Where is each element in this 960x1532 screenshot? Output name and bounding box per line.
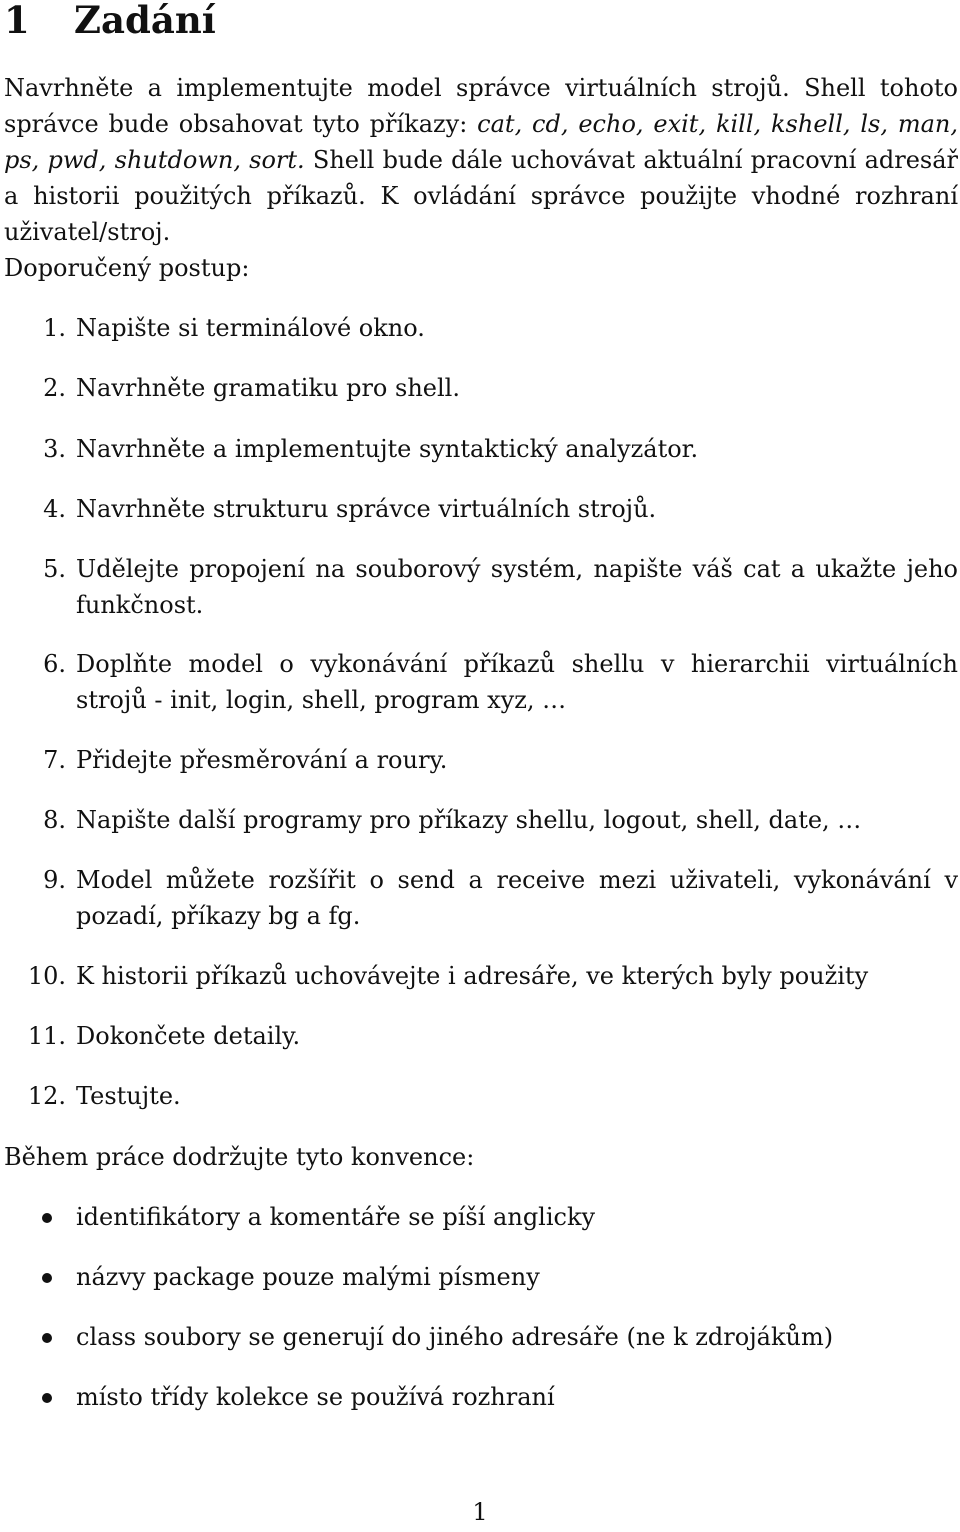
step-number: 9. xyxy=(43,866,66,894)
section-number: 1 xyxy=(4,0,30,42)
intro-text-part2: Shell bude dále uchovávat aktuální pracovní adresář a historii použitých příkazů. K ovládání správce použijte vhodné rozhraní uživatel/stroj. xyxy=(4,146,959,246)
step-number: 4. xyxy=(43,495,66,523)
list-item xyxy=(43,742,958,778)
list-item xyxy=(43,310,958,346)
intro-paragraph xyxy=(4,70,958,250)
step-text: Napište další programy pro příkazy shellu, logout, shell, date, … xyxy=(76,806,862,834)
list-item xyxy=(43,646,958,718)
convention-text: místo třídy kolekce se používá rozhraní xyxy=(76,1383,555,1411)
step-text: Napište si terminálové okno. xyxy=(76,314,425,342)
list-item xyxy=(27,1078,958,1114)
section-title: Zadání xyxy=(74,0,216,42)
step-number: 10. xyxy=(27,962,66,990)
conventions-intro: Během práce dodržujte tyto konvence: xyxy=(4,1143,475,1171)
list-item xyxy=(76,1259,958,1295)
step-text: Testujte. xyxy=(76,1082,181,1110)
step-number: 1. xyxy=(43,314,66,342)
step-number: 12. xyxy=(27,1082,66,1110)
step-number: 6. xyxy=(43,650,66,678)
step-number: 5. xyxy=(43,555,66,583)
step-text: Navrhněte gramatiku pro shell. xyxy=(76,374,460,402)
step-text: Navrhněte a implementujte syntaktický analyzátor. xyxy=(76,435,699,463)
convention-text: identifikátory a komentáře se píší anglicky xyxy=(76,1203,596,1231)
list-item xyxy=(27,958,958,994)
bullet-icon xyxy=(42,1273,52,1283)
convention-text: názvy package pouze malými písmeny xyxy=(76,1263,540,1291)
convention-text: class soubory se generují do jiného adresáře (ne k zdrojákům) xyxy=(76,1323,834,1351)
list-item xyxy=(76,1319,958,1355)
section-heading xyxy=(4,0,216,44)
list-item xyxy=(76,1379,958,1415)
step-text: Navrhněte strukturu správce virtuálních strojů. xyxy=(76,495,657,523)
list-item xyxy=(27,1018,958,1054)
step-number: 7. xyxy=(43,746,66,774)
step-text: Přidejte přesměrování a roury. xyxy=(76,746,448,774)
step-number: 11. xyxy=(27,1022,66,1050)
list-item xyxy=(43,491,958,527)
list-item xyxy=(43,802,958,838)
step-text: Doplňte model o vykonávání příkazů shellu v hierarchii virtuálních strojů - init, login, shell, program xyz, … xyxy=(76,650,958,714)
bullet-icon xyxy=(42,1393,52,1403)
step-number: 8. xyxy=(43,806,66,834)
step-text: K historii příkazů uchovávejte i adresáře, ve kterých byly použity xyxy=(76,962,869,990)
list-item xyxy=(43,862,958,934)
list-item xyxy=(76,1199,958,1235)
intro-command-list: cat, cd, echo, exit, kill, kshell, ls, man, ps, pwd, shutdown, sort. xyxy=(4,110,959,174)
step-number: 3. xyxy=(43,435,66,463)
step-number: 2. xyxy=(43,374,66,402)
bullet-icon xyxy=(42,1213,52,1223)
page-number: 1 xyxy=(472,1498,488,1526)
step-text: Udělejte propojení na souborový systém, napište váš cat a ukažte jeho funkčnost. xyxy=(76,555,958,619)
list-item xyxy=(43,431,958,467)
recommended-steps-label: Doporučený postup: xyxy=(4,254,250,282)
list-item xyxy=(43,370,958,406)
list-item xyxy=(43,551,958,623)
step-text: Dokončete detaily. xyxy=(76,1022,301,1050)
intro-text-part1: Navrhněte a implementujte model správce virtuálních strojů. Shell tohoto správce bude obsahovat tyto příkazy: xyxy=(4,74,958,138)
bullet-icon xyxy=(42,1333,52,1343)
step-text: Model můžete rozšířit o send a receive mezi uživateli, vykonávání v pozadí, příkazy bg a fg. xyxy=(76,866,958,930)
